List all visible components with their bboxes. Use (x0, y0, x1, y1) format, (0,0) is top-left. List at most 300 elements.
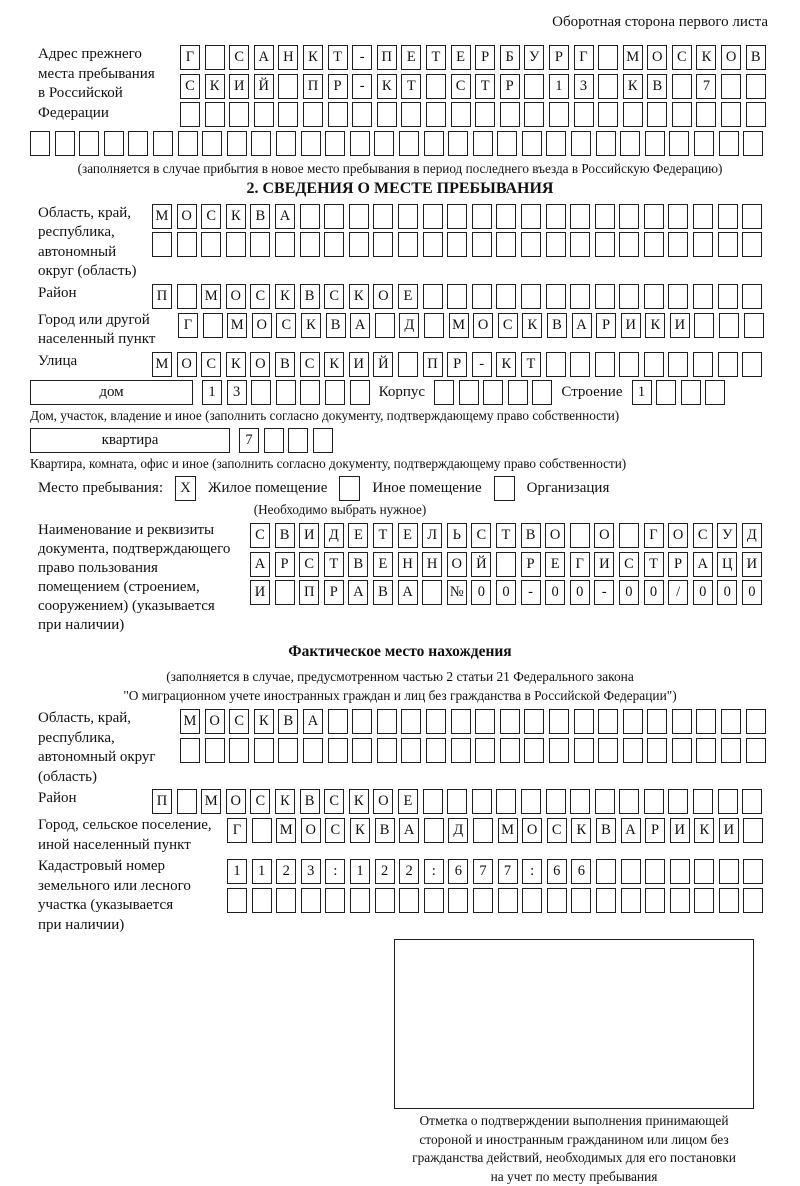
form-cell[interactable] (681, 380, 701, 405)
form-cell[interactable] (672, 738, 692, 763)
form-cell[interactable] (177, 789, 197, 814)
form-cell[interactable] (742, 789, 762, 814)
form-cell[interactable] (595, 284, 615, 309)
form-cell[interactable]: К (496, 352, 516, 377)
form-cell[interactable] (426, 709, 446, 734)
form-cell[interactable]: 0 (619, 580, 639, 605)
form-cell[interactable]: С (498, 313, 518, 338)
form-cell[interactable] (546, 284, 566, 309)
form-cell[interactable] (693, 789, 713, 814)
form-cell[interactable] (619, 523, 639, 548)
form-cell[interactable] (423, 232, 443, 257)
form-cell[interactable]: Д (448, 818, 468, 843)
form-cell[interactable]: И (594, 552, 614, 577)
checkbox-inoe[interactable] (339, 476, 360, 501)
form-cell[interactable] (473, 888, 493, 913)
form-cell[interactable]: Г (178, 313, 198, 338)
form-cell[interactable] (647, 709, 667, 734)
form-cell[interactable] (619, 352, 639, 377)
form-cell[interactable] (668, 284, 688, 309)
form-cell[interactable] (623, 738, 643, 763)
form-cell[interactable] (496, 284, 516, 309)
form-cell[interactable] (300, 204, 320, 229)
form-cell[interactable] (693, 352, 713, 377)
form-cell[interactable]: С (229, 709, 249, 734)
form-cell[interactable] (668, 352, 688, 377)
form-cell[interactable] (719, 313, 739, 338)
form-cell[interactable]: Ц (717, 552, 737, 577)
form-cell[interactable]: К (522, 313, 542, 338)
form-cell[interactable]: О (522, 818, 542, 843)
form-cell[interactable]: И (250, 580, 270, 605)
form-cell[interactable]: О (301, 818, 321, 843)
form-cell[interactable] (623, 709, 643, 734)
form-cell[interactable] (79, 131, 99, 156)
form-cell[interactable] (251, 131, 271, 156)
form-cell[interactable]: М (498, 818, 518, 843)
form-cell[interactable]: Т (426, 45, 446, 70)
form-cell[interactable]: Г (570, 552, 590, 577)
form-cell[interactable] (398, 204, 418, 229)
form-cell[interactable]: О (226, 789, 246, 814)
form-cell[interactable] (426, 102, 446, 127)
form-cell[interactable]: О (177, 352, 197, 377)
form-cell[interactable] (180, 102, 200, 127)
form-cell[interactable] (574, 709, 594, 734)
form-cell[interactable] (500, 738, 520, 763)
form-cell[interactable] (251, 380, 271, 405)
form-cell[interactable] (352, 738, 372, 763)
form-cell[interactable]: О (177, 204, 197, 229)
form-cell[interactable] (399, 131, 419, 156)
form-cell[interactable]: К (226, 352, 246, 377)
form-cell[interactable]: С (299, 552, 319, 577)
form-cell[interactable] (672, 74, 692, 99)
form-cell[interactable]: А (254, 45, 274, 70)
form-cell[interactable] (598, 74, 618, 99)
form-cell[interactable] (325, 888, 345, 913)
form-cell[interactable] (325, 380, 345, 405)
form-cell[interactable] (742, 352, 762, 377)
form-cell[interactable] (377, 738, 397, 763)
form-cell[interactable] (473, 131, 493, 156)
form-cell[interactable] (570, 352, 590, 377)
form-cell[interactable]: И (670, 818, 690, 843)
form-cell[interactable] (276, 888, 296, 913)
form-cell[interactable] (619, 204, 639, 229)
form-cell[interactable] (202, 131, 222, 156)
form-cell[interactable] (373, 204, 393, 229)
form-cell[interactable] (743, 888, 763, 913)
form-cell[interactable] (693, 204, 713, 229)
form-cell[interactable]: 1 (202, 380, 222, 405)
form-cell[interactable]: : (325, 859, 345, 884)
form-cell[interactable]: Т (521, 352, 541, 377)
form-cell[interactable]: К (696, 45, 716, 70)
form-cell[interactable] (524, 738, 544, 763)
form-cell[interactable] (350, 131, 370, 156)
form-cell[interactable]: К (623, 74, 643, 99)
form-cell[interactable] (570, 284, 590, 309)
form-cell[interactable]: - (594, 580, 614, 605)
form-cell[interactable]: В (375, 818, 395, 843)
form-cell[interactable] (721, 709, 741, 734)
form-cell[interactable] (546, 789, 566, 814)
form-cell[interactable]: 2 (399, 859, 419, 884)
form-cell[interactable]: В (300, 284, 320, 309)
form-cell[interactable]: Д (742, 523, 762, 548)
form-cell[interactable] (201, 232, 221, 257)
form-cell[interactable]: Й (254, 74, 274, 99)
form-cell[interactable] (349, 204, 369, 229)
form-cell[interactable] (496, 204, 516, 229)
form-cell[interactable] (252, 818, 272, 843)
form-cell[interactable] (229, 102, 249, 127)
form-cell[interactable]: И (719, 818, 739, 843)
form-cell[interactable] (644, 789, 664, 814)
form-cell[interactable] (621, 888, 641, 913)
form-cell[interactable]: 0 (545, 580, 565, 605)
form-cell[interactable] (475, 738, 495, 763)
form-cell[interactable] (205, 102, 225, 127)
form-cell[interactable]: Г (180, 45, 200, 70)
form-cell[interactable] (473, 818, 493, 843)
form-cell[interactable] (546, 204, 566, 229)
form-cell[interactable]: А (275, 204, 295, 229)
form-cell[interactable] (254, 102, 274, 127)
form-cell[interactable] (742, 204, 762, 229)
form-cell[interactable]: П (152, 284, 172, 309)
form-cell[interactable]: Е (545, 552, 565, 577)
form-cell[interactable]: О (373, 789, 393, 814)
form-cell[interactable] (227, 131, 247, 156)
form-cell[interactable]: 0 (471, 580, 491, 605)
form-cell[interactable]: М (180, 709, 200, 734)
form-cell[interactable]: В (278, 709, 298, 734)
form-cell[interactable] (301, 131, 321, 156)
form-cell[interactable]: Е (398, 789, 418, 814)
form-cell[interactable] (398, 232, 418, 257)
form-cell[interactable] (721, 102, 741, 127)
form-cell[interactable] (424, 313, 444, 338)
form-cell[interactable] (447, 204, 467, 229)
form-cell[interactable] (619, 789, 639, 814)
form-cell[interactable]: С (325, 818, 345, 843)
form-cell[interactable] (401, 102, 421, 127)
form-cell[interactable] (596, 859, 616, 884)
form-cell[interactable] (401, 709, 421, 734)
form-cell[interactable]: В (275, 523, 295, 548)
form-cell[interactable] (422, 580, 442, 605)
form-cell[interactable] (475, 102, 495, 127)
form-cell[interactable]: К (571, 818, 591, 843)
form-cell[interactable]: К (324, 352, 344, 377)
form-cell[interactable] (670, 888, 690, 913)
form-cell[interactable]: 1 (549, 74, 569, 99)
form-cell[interactable] (705, 380, 725, 405)
form-cell[interactable]: В (521, 523, 541, 548)
form-cell[interactable] (500, 102, 520, 127)
form-cell[interactable]: 7 (498, 859, 518, 884)
form-cell[interactable]: Р (275, 552, 295, 577)
form-cell[interactable] (424, 888, 444, 913)
form-cell[interactable]: Д (399, 313, 419, 338)
form-cell[interactable]: 0 (570, 580, 590, 605)
form-cell[interactable]: С (276, 313, 296, 338)
form-cell[interactable]: И (349, 352, 369, 377)
form-cell[interactable]: 0 (693, 580, 713, 605)
form-cell[interactable] (743, 131, 763, 156)
form-cell[interactable] (275, 232, 295, 257)
form-cell[interactable]: О (473, 313, 493, 338)
form-cell[interactable]: С (672, 45, 692, 70)
form-cell[interactable]: Т (328, 45, 348, 70)
form-cell[interactable]: 0 (496, 580, 516, 605)
form-cell[interactable] (718, 284, 738, 309)
form-cell[interactable] (496, 552, 516, 577)
form-cell[interactable]: Д (324, 523, 344, 548)
form-cell[interactable] (324, 232, 344, 257)
form-cell[interactable]: О (447, 552, 467, 577)
form-cell[interactable] (229, 738, 249, 763)
form-cell[interactable]: О (647, 45, 667, 70)
form-cell[interactable] (693, 284, 713, 309)
form-cell[interactable]: Е (451, 45, 471, 70)
form-cell[interactable]: Е (373, 552, 393, 577)
form-cell[interactable] (300, 232, 320, 257)
form-cell[interactable] (595, 789, 615, 814)
form-cell[interactable]: К (226, 204, 246, 229)
form-cell[interactable]: 1 (227, 859, 247, 884)
form-cell[interactable] (718, 204, 738, 229)
form-cell[interactable]: В (373, 580, 393, 605)
form-cell[interactable] (55, 131, 75, 156)
form-cell[interactable]: В (348, 552, 368, 577)
checkbox-zhiloe[interactable]: X (175, 476, 196, 501)
form-cell[interactable] (178, 131, 198, 156)
form-cell[interactable]: П (423, 352, 443, 377)
form-cell[interactable] (668, 204, 688, 229)
form-cell[interactable] (278, 102, 298, 127)
form-cell[interactable]: Е (348, 523, 368, 548)
form-cell[interactable]: С (619, 552, 639, 577)
form-cell[interactable]: Р (596, 313, 616, 338)
form-cell[interactable] (177, 232, 197, 257)
form-cell[interactable] (521, 284, 541, 309)
form-cell[interactable] (496, 232, 516, 257)
form-cell[interactable]: Р (521, 552, 541, 577)
form-cell[interactable]: К (694, 818, 714, 843)
form-cell[interactable] (595, 352, 615, 377)
form-cell[interactable]: В (300, 789, 320, 814)
form-cell[interactable]: К (275, 284, 295, 309)
form-cell[interactable] (451, 102, 471, 127)
form-cell[interactable] (500, 709, 520, 734)
form-cell[interactable] (619, 232, 639, 257)
form-cell[interactable]: М (201, 789, 221, 814)
form-cell[interactable] (278, 738, 298, 763)
form-cell[interactable] (423, 204, 443, 229)
form-cell[interactable] (596, 131, 616, 156)
form-cell[interactable] (401, 738, 421, 763)
form-cell[interactable] (546, 131, 566, 156)
form-cell[interactable]: С (547, 818, 567, 843)
form-cell[interactable] (349, 232, 369, 257)
form-cell[interactable]: П (299, 580, 319, 605)
form-cell[interactable]: 0 (644, 580, 664, 605)
form-cell[interactable]: Б (500, 45, 520, 70)
form-cell[interactable]: А (350, 313, 370, 338)
form-cell[interactable]: 2 (276, 859, 296, 884)
form-cell[interactable]: У (524, 45, 544, 70)
form-cell[interactable] (595, 204, 615, 229)
form-cell[interactable] (694, 131, 714, 156)
form-cell[interactable] (645, 888, 665, 913)
form-cell[interactable]: : (522, 859, 542, 884)
form-cell[interactable] (398, 352, 418, 377)
form-cell[interactable]: О (594, 523, 614, 548)
form-cell[interactable]: И (742, 552, 762, 577)
form-cell[interactable] (693, 232, 713, 257)
form-cell[interactable] (153, 131, 173, 156)
form-cell[interactable] (152, 232, 172, 257)
form-cell[interactable]: Т (475, 74, 495, 99)
form-cell[interactable] (352, 709, 372, 734)
form-cell[interactable] (328, 738, 348, 763)
form-cell[interactable] (696, 102, 716, 127)
form-cell[interactable]: К (303, 45, 323, 70)
form-cell[interactable] (459, 380, 479, 405)
form-cell[interactable]: 3 (301, 859, 321, 884)
form-cell[interactable]: Т (644, 552, 664, 577)
form-cell[interactable] (128, 131, 148, 156)
form-cell[interactable]: О (226, 284, 246, 309)
form-cell[interactable] (746, 738, 766, 763)
form-cell[interactable]: 2 (375, 859, 395, 884)
form-cell[interactable] (644, 232, 664, 257)
form-cell[interactable] (227, 888, 247, 913)
form-cell[interactable] (746, 102, 766, 127)
form-cell[interactable] (350, 888, 370, 913)
form-cell[interactable]: Й (471, 552, 491, 577)
form-cell[interactable] (205, 738, 225, 763)
form-cell[interactable] (377, 709, 397, 734)
form-cell[interactable]: А (621, 818, 641, 843)
form-cell[interactable] (570, 523, 590, 548)
form-cell[interactable] (721, 738, 741, 763)
form-cell[interactable] (324, 204, 344, 229)
form-cell[interactable] (670, 859, 690, 884)
form-cell[interactable]: 6 (448, 859, 468, 884)
form-cell[interactable] (743, 818, 763, 843)
form-cell[interactable]: Р (549, 45, 569, 70)
form-cell[interactable]: С (250, 523, 270, 548)
form-cell[interactable]: Г (574, 45, 594, 70)
form-cell[interactable]: Г (644, 523, 664, 548)
form-cell[interactable] (375, 313, 395, 338)
form-cell[interactable] (177, 284, 197, 309)
form-cell[interactable] (744, 313, 764, 338)
form-cell[interactable] (203, 313, 223, 338)
form-cell[interactable] (254, 738, 274, 763)
form-cell[interactable] (278, 74, 298, 99)
form-cell[interactable] (571, 131, 591, 156)
form-cell[interactable] (746, 709, 766, 734)
form-cell[interactable] (743, 859, 763, 884)
form-cell[interactable]: В (275, 352, 295, 377)
form-cell[interactable]: Т (401, 74, 421, 99)
form-cell[interactable] (448, 131, 468, 156)
form-cell[interactable] (472, 232, 492, 257)
form-cell[interactable] (424, 131, 444, 156)
form-cell[interactable]: - (521, 580, 541, 605)
form-cell[interactable]: 7 (239, 428, 259, 453)
form-cell[interactable] (598, 45, 618, 70)
form-cell[interactable] (570, 232, 590, 257)
form-cell[interactable] (546, 352, 566, 377)
form-cell[interactable] (746, 74, 766, 99)
form-cell[interactable]: Е (398, 284, 418, 309)
form-cell[interactable]: К (350, 818, 370, 843)
form-cell[interactable] (668, 789, 688, 814)
form-cell[interactable] (644, 204, 664, 229)
form-cell[interactable]: Р (328, 74, 348, 99)
form-cell[interactable] (694, 888, 714, 913)
form-cell[interactable] (644, 284, 664, 309)
form-cell[interactable]: П (152, 789, 172, 814)
form-cell[interactable]: П (303, 74, 323, 99)
form-cell[interactable] (598, 738, 618, 763)
form-cell[interactable]: А (399, 818, 419, 843)
form-cell[interactable]: Т (324, 552, 344, 577)
form-cell[interactable] (104, 131, 124, 156)
form-cell[interactable]: О (252, 313, 272, 338)
form-cell[interactable] (451, 738, 471, 763)
form-cell[interactable] (399, 888, 419, 913)
form-cell[interactable]: М (449, 313, 469, 338)
form-cell[interactable]: 0 (742, 580, 762, 605)
form-cell[interactable]: К (377, 74, 397, 99)
form-cell[interactable]: В (547, 313, 567, 338)
form-cell[interactable]: И (229, 74, 249, 99)
form-cell[interactable]: 1 (252, 859, 272, 884)
form-cell[interactable] (275, 580, 295, 605)
form-cell[interactable]: М (227, 313, 247, 338)
form-cell[interactable]: А (303, 709, 323, 734)
form-cell[interactable] (328, 102, 348, 127)
form-cell[interactable]: М (623, 45, 643, 70)
form-cell[interactable]: К (254, 709, 274, 734)
form-cell[interactable] (694, 859, 714, 884)
form-cell[interactable]: М (152, 204, 172, 229)
form-cell[interactable] (672, 709, 692, 734)
form-cell[interactable]: С (324, 284, 344, 309)
form-cell[interactable]: С (451, 74, 471, 99)
form-cell[interactable]: Е (401, 45, 421, 70)
form-cell[interactable] (719, 859, 739, 884)
form-cell[interactable]: М (152, 352, 172, 377)
form-cell[interactable]: О (205, 709, 225, 734)
form-cell[interactable] (301, 888, 321, 913)
form-cell[interactable]: А (572, 313, 592, 338)
form-cell[interactable]: А (398, 580, 418, 605)
form-cell[interactable] (645, 859, 665, 884)
form-cell[interactable]: В (250, 204, 270, 229)
form-cell[interactable] (521, 204, 541, 229)
form-cell[interactable] (276, 131, 296, 156)
form-cell[interactable]: Й (373, 352, 393, 377)
form-cell[interactable]: О (373, 284, 393, 309)
